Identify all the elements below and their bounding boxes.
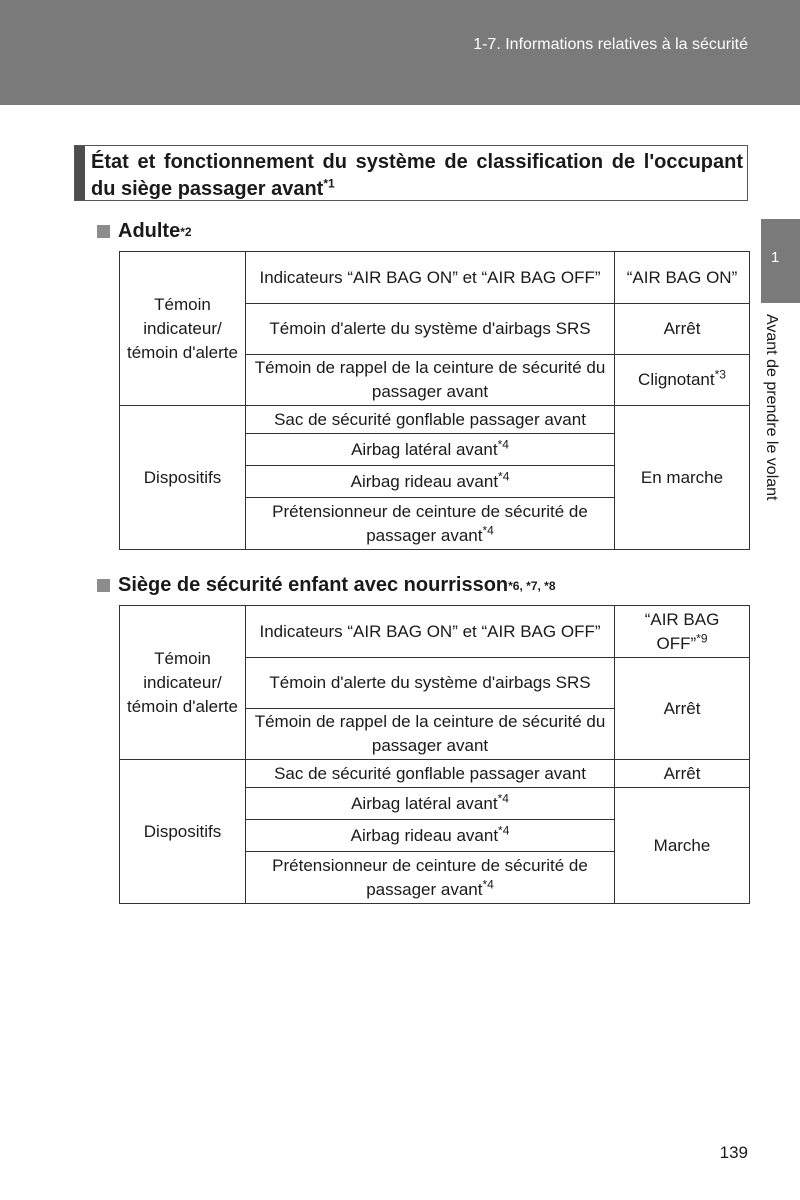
subheading-siege-enfant: Siège de sécurité enfant avec nourrisson *6, *7, *8 — [97, 574, 556, 597]
table-row — [120, 760, 750, 788]
item-cell: Témoin de rappel de la ceinture de sécurité du passager avant — [246, 355, 615, 406]
state-cell: “AIR BAG OFF”$^{*9}$ — [615, 606, 750, 658]
group-label-devices: Dispositifs — [120, 760, 246, 904]
item-note: *4 — [497, 436, 509, 451]
subheading-adulte: Adulte *2 — [97, 220, 192, 243]
item-cell: Témoin d'alerte du système d'airbags SRS — [246, 304, 615, 355]
item-cell: Témoin d'alerte du système d'airbags SRS — [246, 658, 615, 709]
state-note: *9 — [696, 630, 708, 645]
square-bullet-icon — [97, 579, 110, 592]
item-note: *4 — [498, 468, 510, 483]
state-cell: Marche — [615, 788, 750, 904]
title-accent-bar — [75, 146, 85, 200]
status-table-siege-enfant — [119, 605, 750, 904]
section-title-text: État et fonctionnement du système de classification de l'occupant du siège passager avant — [91, 151, 743, 200]
item-note: *4 — [482, 522, 494, 537]
state-cell: Arrêt — [615, 658, 750, 760]
item-cell: Sac de sécurité gonflable passager avant — [246, 760, 615, 788]
item-cell: Indicateurs “AIR BAG ON” et “AIR BAG OFF” — [246, 606, 615, 658]
group-label-devices: Dispositifs — [120, 406, 246, 550]
subheading-text: Adulte — [118, 220, 181, 242]
section-title-note: *1 — [323, 176, 335, 191]
state-cell: Arrêt — [615, 304, 750, 355]
chapter-tab-number: 1 — [771, 249, 780, 266]
item-cell: Airbag rideau avant$^{*4}$ — [246, 466, 615, 498]
item-cell: Airbag latéral avant$^{*4}$ — [246, 434, 615, 466]
state-cell: En marche — [615, 406, 750, 550]
state-cell: Clignotant$^{*3}$ — [615, 355, 750, 406]
group-label-indicators: Témoin indicateur/ témoin d'alerte — [120, 252, 246, 406]
chapter-tab — [761, 219, 800, 303]
item-note: *4 — [498, 822, 510, 837]
item-cell: Prétensionneur de ceinture de sécurité de passager avant$^{*4}$ — [246, 498, 615, 550]
page-number: 139 — [719, 1143, 748, 1162]
state-cell: Arrêt — [615, 760, 750, 788]
item-cell: Airbag rideau avant$^{*4}$ — [246, 820, 615, 852]
section-title-box — [74, 145, 748, 201]
group-label-indicators: Témoin indicateur/ témoin d'alerte — [120, 606, 246, 760]
item-note: *4 — [482, 876, 494, 891]
table-row — [120, 606, 750, 658]
item-cell: Prétensionneur de ceinture de sécurité de passager avant$^{*4}$ — [246, 852, 615, 904]
state-cell: “AIR BAG ON” — [615, 252, 750, 304]
item-note: *4 — [497, 790, 509, 805]
section-title — [91, 149, 743, 203]
item-cell: Indicateurs “AIR BAG ON” et “AIR BAG OFF” — [246, 252, 615, 304]
chapter-tab-label: Avant de prendre le volant — [763, 314, 780, 501]
item-cell: Témoin de rappel de la ceinture de sécurité du passager avant — [246, 709, 615, 760]
subheading-text: Siège de sécurité enfant avec nourrisson — [118, 574, 509, 596]
item-cell: Sac de sécurité gonflable passager avant — [246, 406, 615, 434]
table-row — [120, 406, 750, 434]
square-bullet-icon — [97, 225, 110, 238]
state-note: *3 — [714, 367, 726, 382]
table-row — [120, 252, 750, 304]
item-cell: Airbag latéral avant$^{*4}$ — [246, 788, 615, 820]
header-chapter-title: 1-7. Informations relatives à la sécurité — [473, 36, 748, 53]
status-table-adulte — [119, 251, 750, 550]
page-header — [0, 0, 800, 105]
